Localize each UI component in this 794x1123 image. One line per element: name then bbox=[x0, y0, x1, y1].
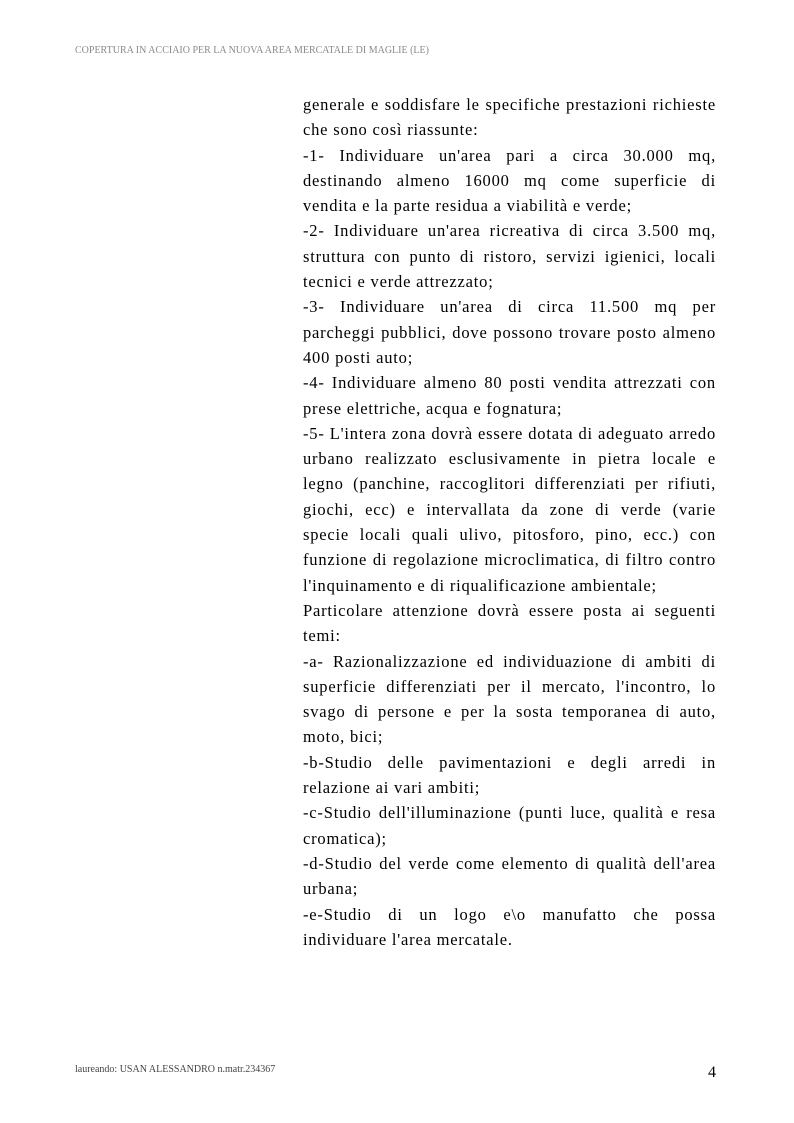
paragraph-item-e: -e-Studio di un logo e\o manufatto che possa individuare l'area mercatale. bbox=[303, 904, 716, 949]
footer-author: laureando: USAN ALESSANDRO n.matr.234367 bbox=[75, 1064, 276, 1075]
paragraph-item-a: -a- Razionalizzazione ed individuazione di ambiti di superficie differenziati per il mercato, l'incontro, lo svago di persone e per la sosta temporanea di auto, moto, bici; bbox=[303, 651, 716, 747]
paragraph-intro: generale e soddisfare le specifiche prestazioni richieste che sono così riassunte: bbox=[303, 95, 716, 140]
paragraph-item-b: -b-Studio delle pavimentazioni e degli arredi in relazione ai vari ambiti; bbox=[303, 752, 716, 798]
document-body bbox=[303, 92, 716, 952]
paragraph-item-5: -5- L'intera zona dovrà essere dotata di adeguato arredo urbano realizzato esclusivamente in pietra locale e legno (panchine, raccoglitori differenziati per rifiuti, giochi, ecc) e intervallata da zone di verde (varie specie locali quali ulivo, pitosforo, pino, ecc.) con funzione di regolazione microclimatica, di filtro contro l'inquinamento e di riqualificazione ambientale; bbox=[303, 423, 716, 595]
paragraph-item-1: -1- Individuare un'area pari a circa 30.000 mq, destinando almeno 16000 mq come superficie di vendita e la parte residua a viabilità e verde; bbox=[303, 145, 716, 216]
paragraph-item-c: -c-Studio dell'illuminazione (punti luce, qualità e resa cromatica); bbox=[303, 803, 716, 848]
running-header: COPERTURA IN ACCIAIO PER LA NUOVA AREA MERCATALE DI MAGLIE (LE) bbox=[75, 45, 429, 56]
paragraph-item-3: -3- Individuare un'area di circa 11.500 mq per parcheggi pubblici, dove possono trovare posto almeno 400 posti auto; bbox=[303, 297, 716, 367]
paragraph-item-2: -2- Individuare un'area ricreativa di circa 3.500 mq, struttura con punto di ristoro, servizi igienici, locali tecnici e verde attrezzato; bbox=[303, 221, 716, 292]
paragraph-attention: Particolare attenzione dovrà essere posta ai seguenti temi: bbox=[303, 600, 716, 646]
paragraph-item-4: -4- Individuare almeno 80 posti vendita attrezzati con prese elettriche, acqua e fognatura; bbox=[303, 373, 716, 418]
page-number: 4 bbox=[708, 1064, 716, 1081]
paragraph-item-d: -d-Studio del verde come elemento di qualità dell'area urbana; bbox=[303, 853, 716, 899]
